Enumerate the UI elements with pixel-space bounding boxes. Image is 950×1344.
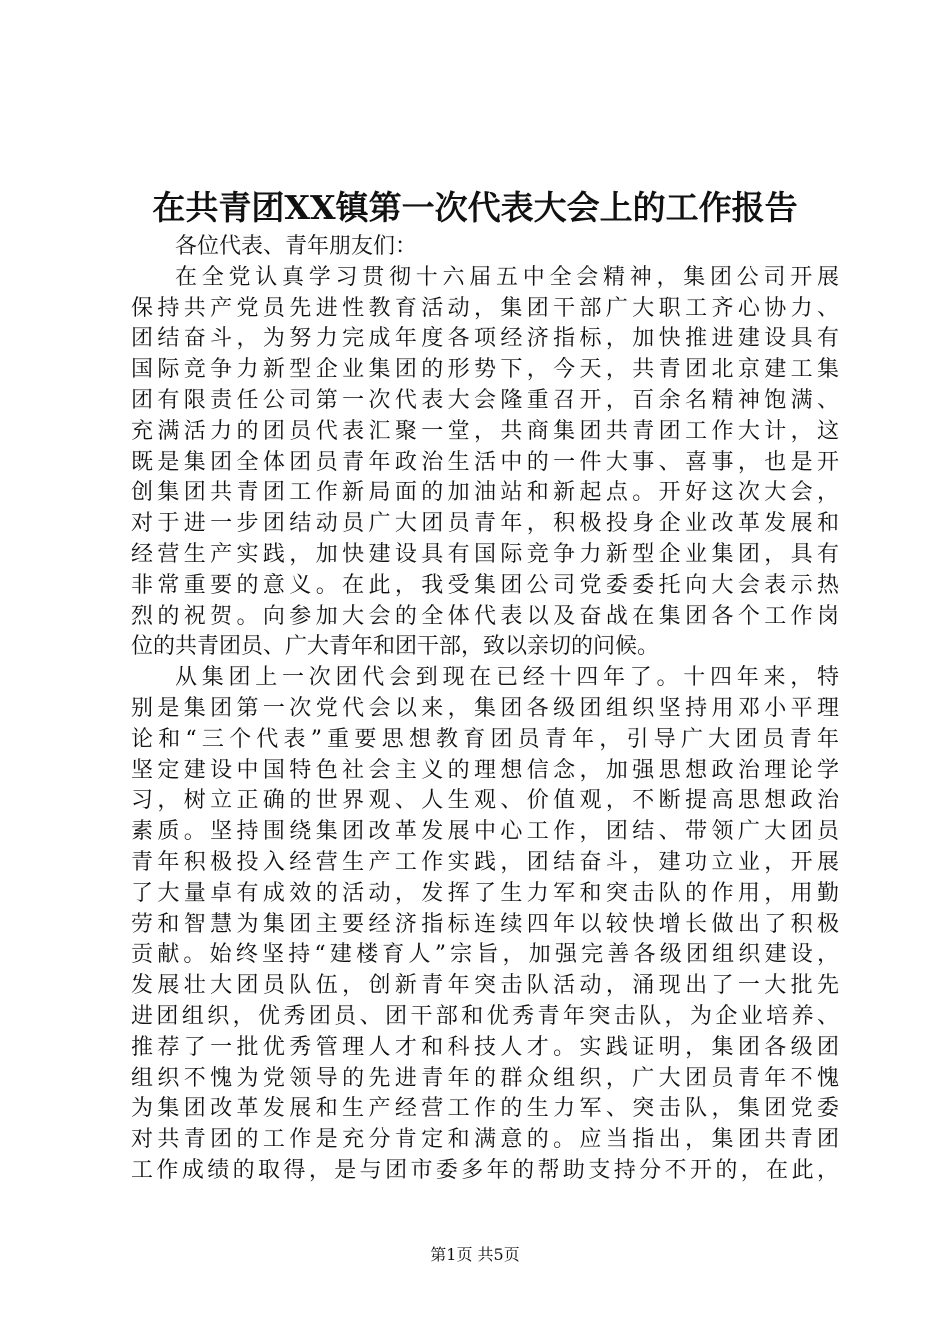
paragraph-line: 为集团改革发展和生产经营工作的生力军、突击队，集团党委 <box>131 1096 839 1122</box>
paragraph-line: 素质。坚持围绕集团改革发展中心工作，团结、带领广大团员 <box>131 819 839 845</box>
paragraph-line: 团有限责任公司第一次代表大会隆重召开，百余名精神饱满、 <box>131 387 839 413</box>
paragraph-line: 对共青团的工作是充分肯定和满意的。应当指出，集团共青团 <box>131 1127 839 1153</box>
paragraph-line: 青年积极投入经营生产工作实践，团结奋斗，建功立业，开展 <box>131 849 839 875</box>
paragraph-line: 保持共产党员先进性教育活动，集团干部广大职工齐心协力、 <box>131 295 839 321</box>
paragraph-line: 坚定建设中国特色社会主义的理想信念，加强思想政治理论学 <box>131 757 839 783</box>
paragraph-line: 发展壮大团员队伍，创新青年突击队活动，涌现出了一大批先 <box>131 973 839 999</box>
paragraph-line: 工作成绩的取得，是与团市委多年的帮助支持分不开的，在此， <box>131 1157 839 1183</box>
paragraph-line: 团结奋斗，为努力完成年度各项经济指标，加快推进建设具有 <box>131 326 839 352</box>
paragraph-line: 经营生产实践，加快建设具有国际竞争力新型企业集团，具有 <box>131 541 839 567</box>
paragraph-line: 推荐了一批优秀管理人才和科技人才。实践证明，集团各级团 <box>131 1034 839 1060</box>
paragraph-line: 劳和智慧为集团主要经济指标连续四年以较快增长做出了积极 <box>131 911 839 937</box>
paragraph-line: 创集团共青团工作新局面的加油站和新起点。开好这次大会， <box>131 480 839 506</box>
paragraph-line: 组织不愧为党领导的先进青年的群众组织，广大团员青年不愧 <box>131 1065 839 1091</box>
document-body <box>131 232 839 1187</box>
paragraph-line: 对于进一步团结动员广大团员青年，积极投身企业改革发展和 <box>131 511 839 537</box>
paragraph-line: 在全党认真学习贯彻十六届五中全会精神，集团公司开展 <box>175 264 839 290</box>
paragraph-line: 进团组织，优秀团员、团干部和优秀青年突击队，为企业培养、 <box>131 1003 839 1029</box>
paragraph-line: 烈的祝贺。向参加大会的全体代表以及奋战在集团各个工作岗 <box>131 603 839 629</box>
paragraph-line: 论和“三个代表”重要思想教育团员青年，引导广大团员青年 <box>131 726 839 752</box>
paragraph-line: 习，树立正确的世界观、人生观、价值观，不断提高思想政治 <box>131 788 839 814</box>
salutation: 各位代表、青年朋友们： <box>175 234 418 259</box>
paragraph-line: 既是集团全体团员青年政治生活中的一件大事、喜事，也是开 <box>131 449 839 475</box>
paragraph-line: 位的共青团员、广大青年和团干部，致以亲切的问候。 <box>131 634 660 660</box>
paragraph-line: 国际竞争力新型企业集团的形势下，今天，共青团北京建工集 <box>131 357 839 383</box>
paragraph-line: 从集团上一次团代会到现在已经十四年了。十四年来，特 <box>175 665 839 691</box>
document-title: 在共青团XX镇第一次代表大会上的工作报告 <box>152 188 798 227</box>
paragraph-line: 了大量卓有成效的活动，发挥了生力军和突击队的作用，用勤 <box>131 880 839 906</box>
paragraph-1 <box>131 263 839 663</box>
paragraph-2 <box>131 663 839 1187</box>
paragraph-line: 别是集团第一次党代会以来，集团各级团组织坚持用邓小平理 <box>131 695 839 721</box>
paragraph-line: 贡献。始终坚持“建楼育人”宗旨，加强完善各级团组织建设， <box>131 942 839 968</box>
paragraph-line: 充满活力的团员代表汇聚一堂，共商集团共青团工作大计，这 <box>131 418 839 444</box>
page-footer: 第1页 共5页 <box>430 1245 520 1264</box>
paragraph-line: 非常重要的意义。在此，我受集团公司党委委托向大会表示热 <box>131 572 839 598</box>
